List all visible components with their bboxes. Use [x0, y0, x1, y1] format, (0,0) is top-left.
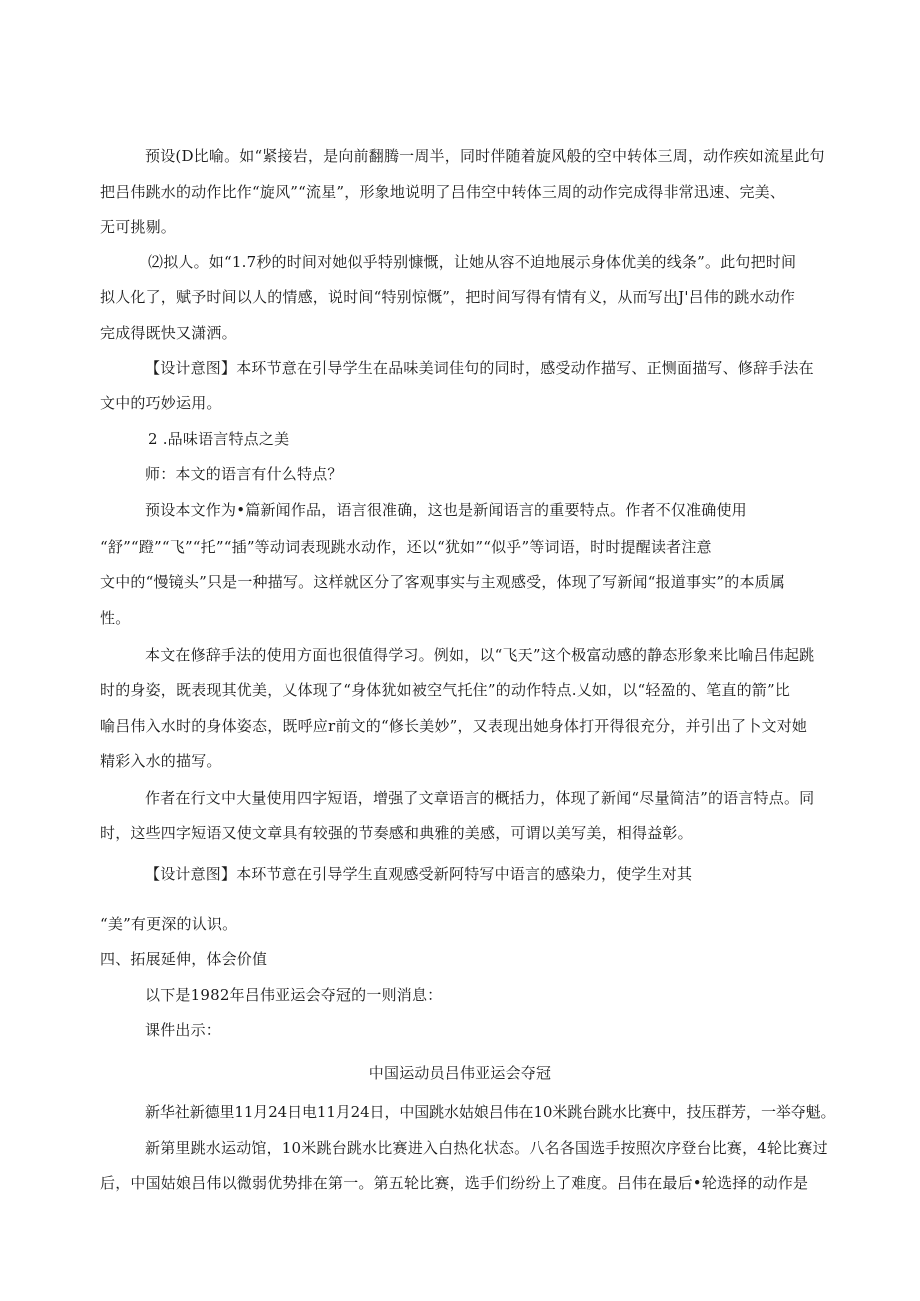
para-metaphor-line-1: 预设(D比喻。如“紧接岩，是向前翻腾一周半，同时伴随着旋风般的空中转体三周，动作疾如流星此句	[145, 147, 825, 165]
para-beauty-understanding: “美”有更深的认识。	[100, 915, 238, 933]
news-dateline: 新华社新德里11月24日电11月24日，中国跳水姑娘吕伟在10米跳台跳水比赛中，技压群芳，一举夺魁。	[145, 1103, 836, 1121]
para-rhetoric-line-4: 精彩入水的描写。	[100, 752, 222, 770]
para-design-intent-1-line-1: 【设计意图】本环节意在引导学生在品味美词佳句的同时，感受动作描写、正恻面描写、修辞手法在	[145, 359, 814, 377]
para-personification-line-2: 拟人化了，赋予时间以人的情感，说时间“特别惊慨”，把时间写得有情有义，从而写出J'吕伟的跳水动作	[100, 288, 796, 306]
para-rhetoric-line-3: 喻吕伟入水时的身体姿态，既呼应r前文的“修长美妙”，又表现出她身体打开得很充分，并引出了卜文对她	[100, 717, 808, 735]
para-four-char-line-1: 作者在行文中大量使用四字短语，增强了文章语言的概括力，体现了新闻“尽量简洁”的语言特点。同	[145, 789, 815, 807]
para-personification-line-1: ⑵拟人。如“1.7秒的时间对她似乎特别慷慨，让她从容不迫地展示身体优美的线条”。此句把时间	[148, 253, 797, 271]
news-body-line-1: 新第里跳水运动馆，10米跳台跳水比赛进入白热化状态。八名各国选手按照次序登台比赛，4轮比赛过	[145, 1139, 828, 1157]
para-personification-line-3: 完成得既快又潇洒。	[100, 324, 237, 342]
teacher-question: 师：本文的语言有什么特点？	[145, 465, 343, 483]
news-title: 中国运动员吕伟亚运会夺冠	[368, 1064, 552, 1082]
para-verbs-line-2: 文中的“慢镜头”只是一种描写。这样就区分了客观事实与主观感受，体现了写新闻“报道事实”的本质属	[100, 573, 786, 591]
para-verbs-line-1: “舒”“蹬”“飞”“托”“插”等动词表现跳水动作，还以“犹如”“似乎”等词语，时时提醒读者注意	[100, 538, 712, 556]
para-rhetoric-line-2: 时的身姿，既表现其优美，乂体现了“身体犹如被空气托住”的动作特点.乂如，以“轻盈的、笔直的箭”比	[100, 681, 791, 699]
para-metaphor-line-2: 把吕伟跳水的动作比作“旋风”“流星”，形象地说明了吕伟空中转体三周的动作完成得非常迅速、完美、	[100, 183, 786, 201]
para-courseware-label: 课件出示：	[145, 1021, 222, 1039]
para-four-char-line-2: 时，这些四字短语又使文章具有较强的节奏感和典雅的美感，可谓以美写美，相得益彰。	[100, 824, 693, 842]
para-news-intro: 以下是1982年吕伟亚运会夺冠的一则消息：	[145, 986, 443, 1004]
para-design-intent-2: 【设计意图】本环节意在引导学生直观感受新阿特写中语言的感染力，使学生对其	[145, 865, 693, 883]
para-metaphor-line-3: 无可挑剔。	[100, 218, 177, 236]
news-body-line-2: 后，中国姑娘吕伟以微弱优势排在第一。第五轮比赛，选手们纷纷上了难度。吕伟在最后•轮选择的动作是	[100, 1174, 809, 1192]
para-preset-answer: 预设本文作为•篇新闻作品，语言很准确，这也是新闻语言的重要特点。作者不仅准确使用	[145, 501, 747, 519]
section-heading-extension: 四、拓展延伸，体会价值	[100, 950, 268, 968]
para-design-intent-1-line-2: 文中的巧妙运用。	[100, 394, 222, 412]
para-verbs-line-3: 性。	[100, 609, 131, 627]
para-rhetoric-line-1: 本文在修辞手法的使用方面也很值得学习。例如，以“飞天”这个极富动感的静态形象来比喻吕伟起跳	[145, 646, 815, 664]
section-heading-language-beauty: 2 .品味语言特点之美	[148, 430, 290, 448]
